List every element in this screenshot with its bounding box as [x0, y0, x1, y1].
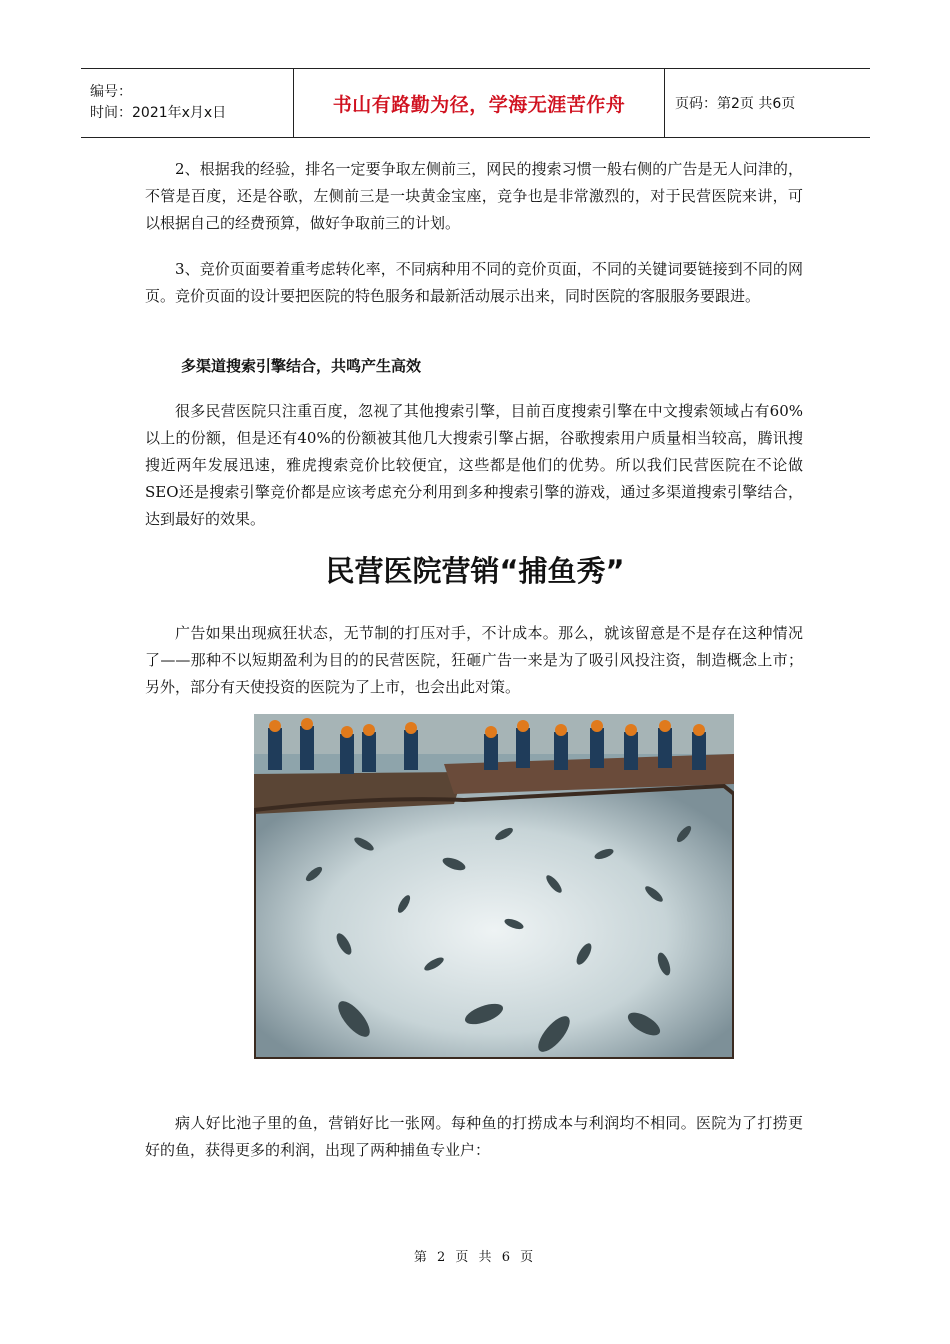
header-motto-cell — [294, 69, 665, 137]
fishing-photo-illustration — [254, 714, 734, 1059]
paragraph-multi-engine: 很多民营医院只注重百度，忽视了其他搜索引擎，目前百度搜索引擎在中文搜索领域占有60%以上的份额，但是还有40%的份额被其他几大搜索引擎占据，谷歌搜索用户质量相当较高，腾讯搜搜近两年发展迅速，雅虎搜索竞价比较便宜，这些都是他们的优势。所以我们民营医院在不论做SEO还是搜索引擎竞价都是应该考虑充分利用到多种搜索引擎的游戏，通过多渠道搜索引擎结合，达到最好的效果。 — [145, 402, 803, 528]
header-motto: 书山有路勤为径，学海无涯苦作舟 — [332, 93, 626, 116]
document-date: 时间：2021年x月x日 — [90, 105, 227, 121]
fishing-photo — [254, 714, 734, 1059]
subheading: 多渠道搜索引擎结合，共鸣产生高效 — [181, 357, 422, 375]
document-header — [81, 68, 870, 138]
paragraph-landing-page: 3、竞价页面要着重考虑转化率，不同病种用不同的竞价页面，不同的关键词要链接到不同的网页。竞价页面的设计要把医院的特色服务和最新活动展示出来，同时医院的客服服务要跟进。 — [145, 260, 803, 305]
paragraph-advertising: 广告如果出现疯狂状态，无节制的打压对手，不计成本。那么，就该留意是不是存在这种情况了——那种不以短期盈利为目的的民营医院，狂砸广告一来是为了吸引风投注资，制造概念上市；另外，部分有天使投资的医院为了上市，也会出此对策。 — [145, 624, 803, 696]
section-title: 民营医院营销“捕鱼秀” — [325, 554, 625, 588]
header-meta — [81, 69, 294, 137]
page-footer: 第 2 页 共 6 页 — [413, 1250, 537, 1265]
document-number-label: 编号： — [90, 84, 132, 100]
paragraph-fishing-analogy: 病人好比池子里的鱼，营销好比一张网。每种鱼的打捞成本与利润均不相同。医院为了打捞更好的鱼，获得更多的利润，出现了两种捕鱼专业户： — [145, 1114, 803, 1159]
header-page-info: 页码：第2页 共6页 — [675, 96, 796, 112]
header-page-info-cell — [665, 69, 870, 137]
paragraph-ranking: 2、根据我的经验，排名一定要争取左侧前三，网民的搜索习惯一般右侧的广告是无人问津的，不管是百度，还是谷歌，左侧前三是一块黄金宝座，竞争也是非常激烈的，对于民营医院来讲，可以根据自己的经费预算，做好争取前三的计划。 — [145, 160, 803, 232]
